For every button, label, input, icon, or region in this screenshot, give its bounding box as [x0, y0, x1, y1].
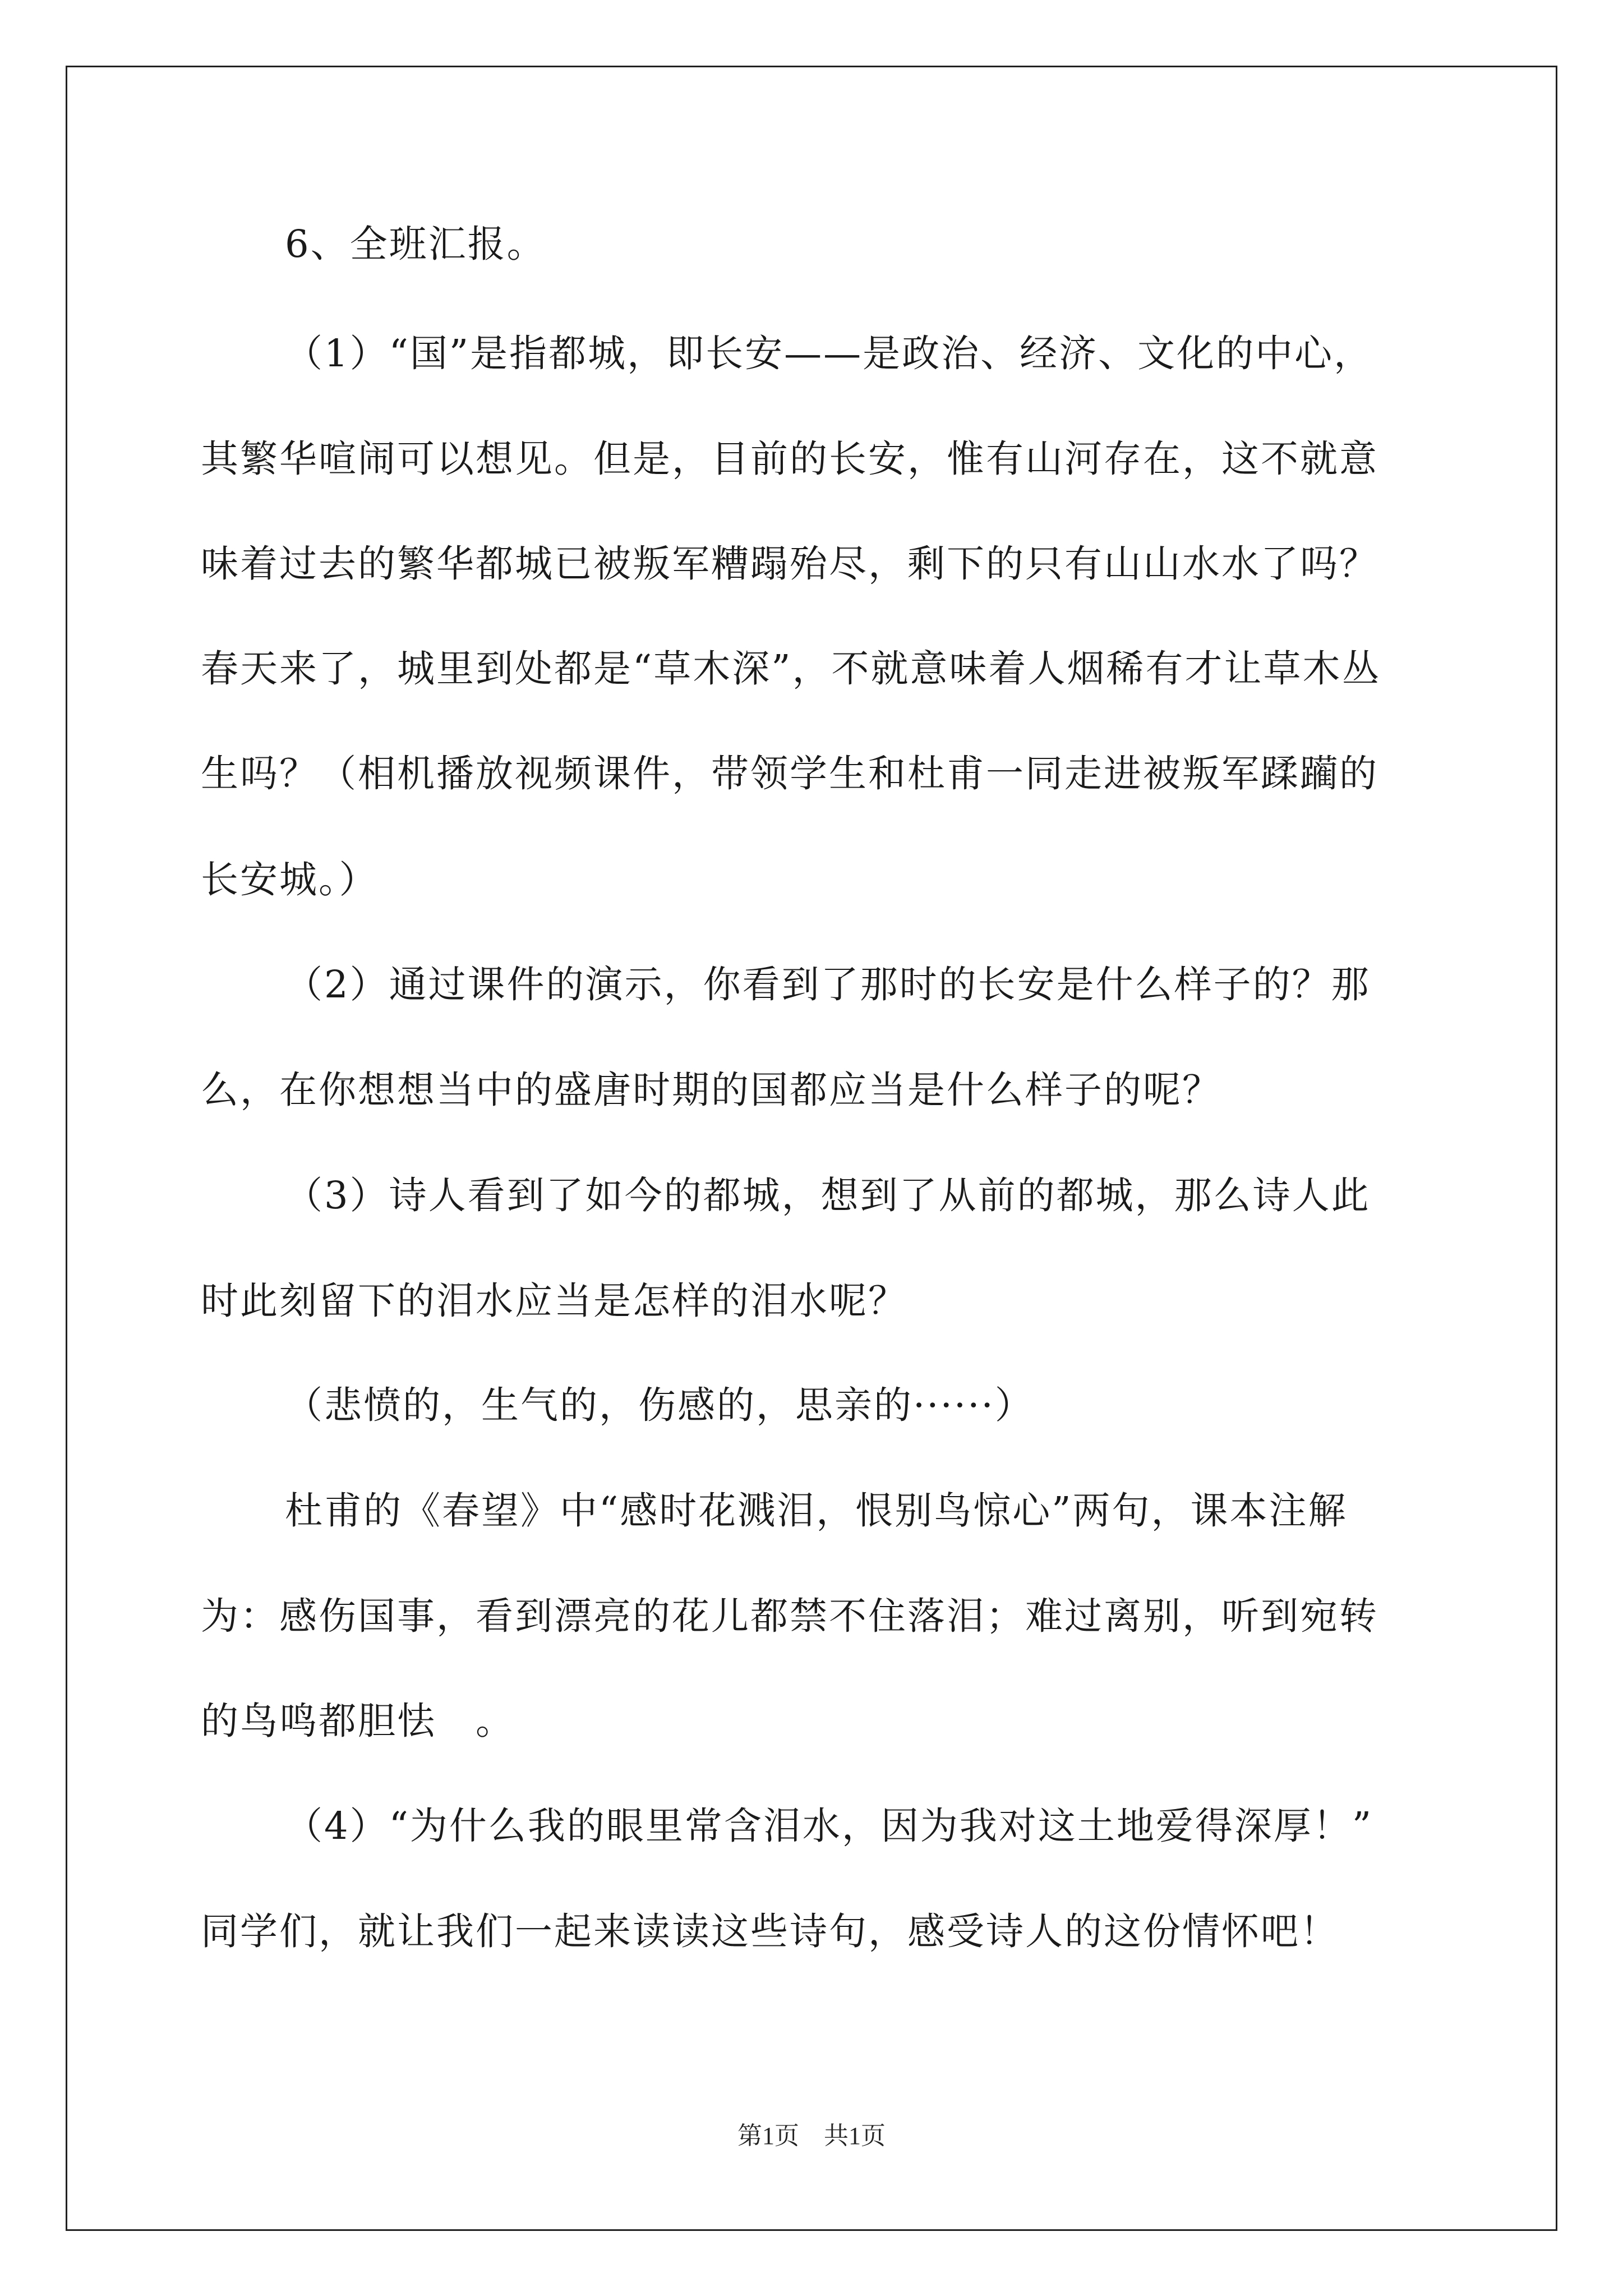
paragraph-1-line-4: 春天来了，城里到处都是“草木深”，不就意味着人烟稀有才让草木丛: [201, 647, 1381, 691]
paragraph-1-line-1: （1）“国”是指都城，即长安——是政治、经济、文化的中心，: [285, 332, 1373, 375]
page-number-footer: 第1页 共1页: [737, 2122, 886, 2150]
paragraph-3-answer: （悲愤的，生气的，伤感的，思亲的······）: [285, 1383, 1034, 1427]
paragraph-chunwang-line-2: 为：感伤国事，看到漂亮的花儿都禁不住落泪；难过离别，听到宛转: [201, 1594, 1378, 1638]
paragraph-1-line-3: 味着过去的繁华都城已被叛军糟蹋殆尽，剩下的只有山山水水了吗？: [201, 542, 1378, 586]
paragraph-3-line-1: （3）诗人看到了如今的都城，想到了从前的都城，那么诗人此: [285, 1174, 1371, 1217]
paragraph-4-line-2: 同学们，就让我们一起来读读这些诗句，感受诗人的这份情怀吧！: [201, 1910, 1339, 1953]
paragraph-2-line-1: （2）通过课件的演示，你看到了那时的长安是什么样子的？那: [285, 963, 1371, 1006]
paragraph-3-line-2: 时此刻留下的泪水应当是怎样的泪水呢？: [201, 1279, 907, 1323]
paragraph-chunwang-line-1: 杜甫的《春望》中“感时花溅泪，恨别鸟惊心”两句，课本注解: [285, 1489, 1348, 1533]
paragraph-1-line-6: 长安城。）: [201, 858, 379, 901]
page-border: [66, 66, 1557, 2231]
paragraph-4-line-1: （4）“为什么我的眼里常含泪水，因为我对这土地爱得深厚！”: [285, 1804, 1373, 1848]
paragraph-1-line-2: 其繁华喧闹可以想见。但是，目前的长安，惟有山河存在，这不就意: [201, 437, 1378, 481]
paragraph-chunwang-line-3: 的鸟鸣都胆怯 。: [201, 1699, 515, 1743]
paragraph-step-6: 6、全班汇报。: [285, 222, 546, 266]
paragraph-1-line-5: 生吗？（相机播放视频课件，带领学生和杜甫一同走进被叛军蹂躏的: [201, 752, 1378, 795]
paragraph-2-line-2: 么，在你想想当中的盛唐时期的国都应当是什么样子的呢？: [201, 1068, 1221, 1112]
